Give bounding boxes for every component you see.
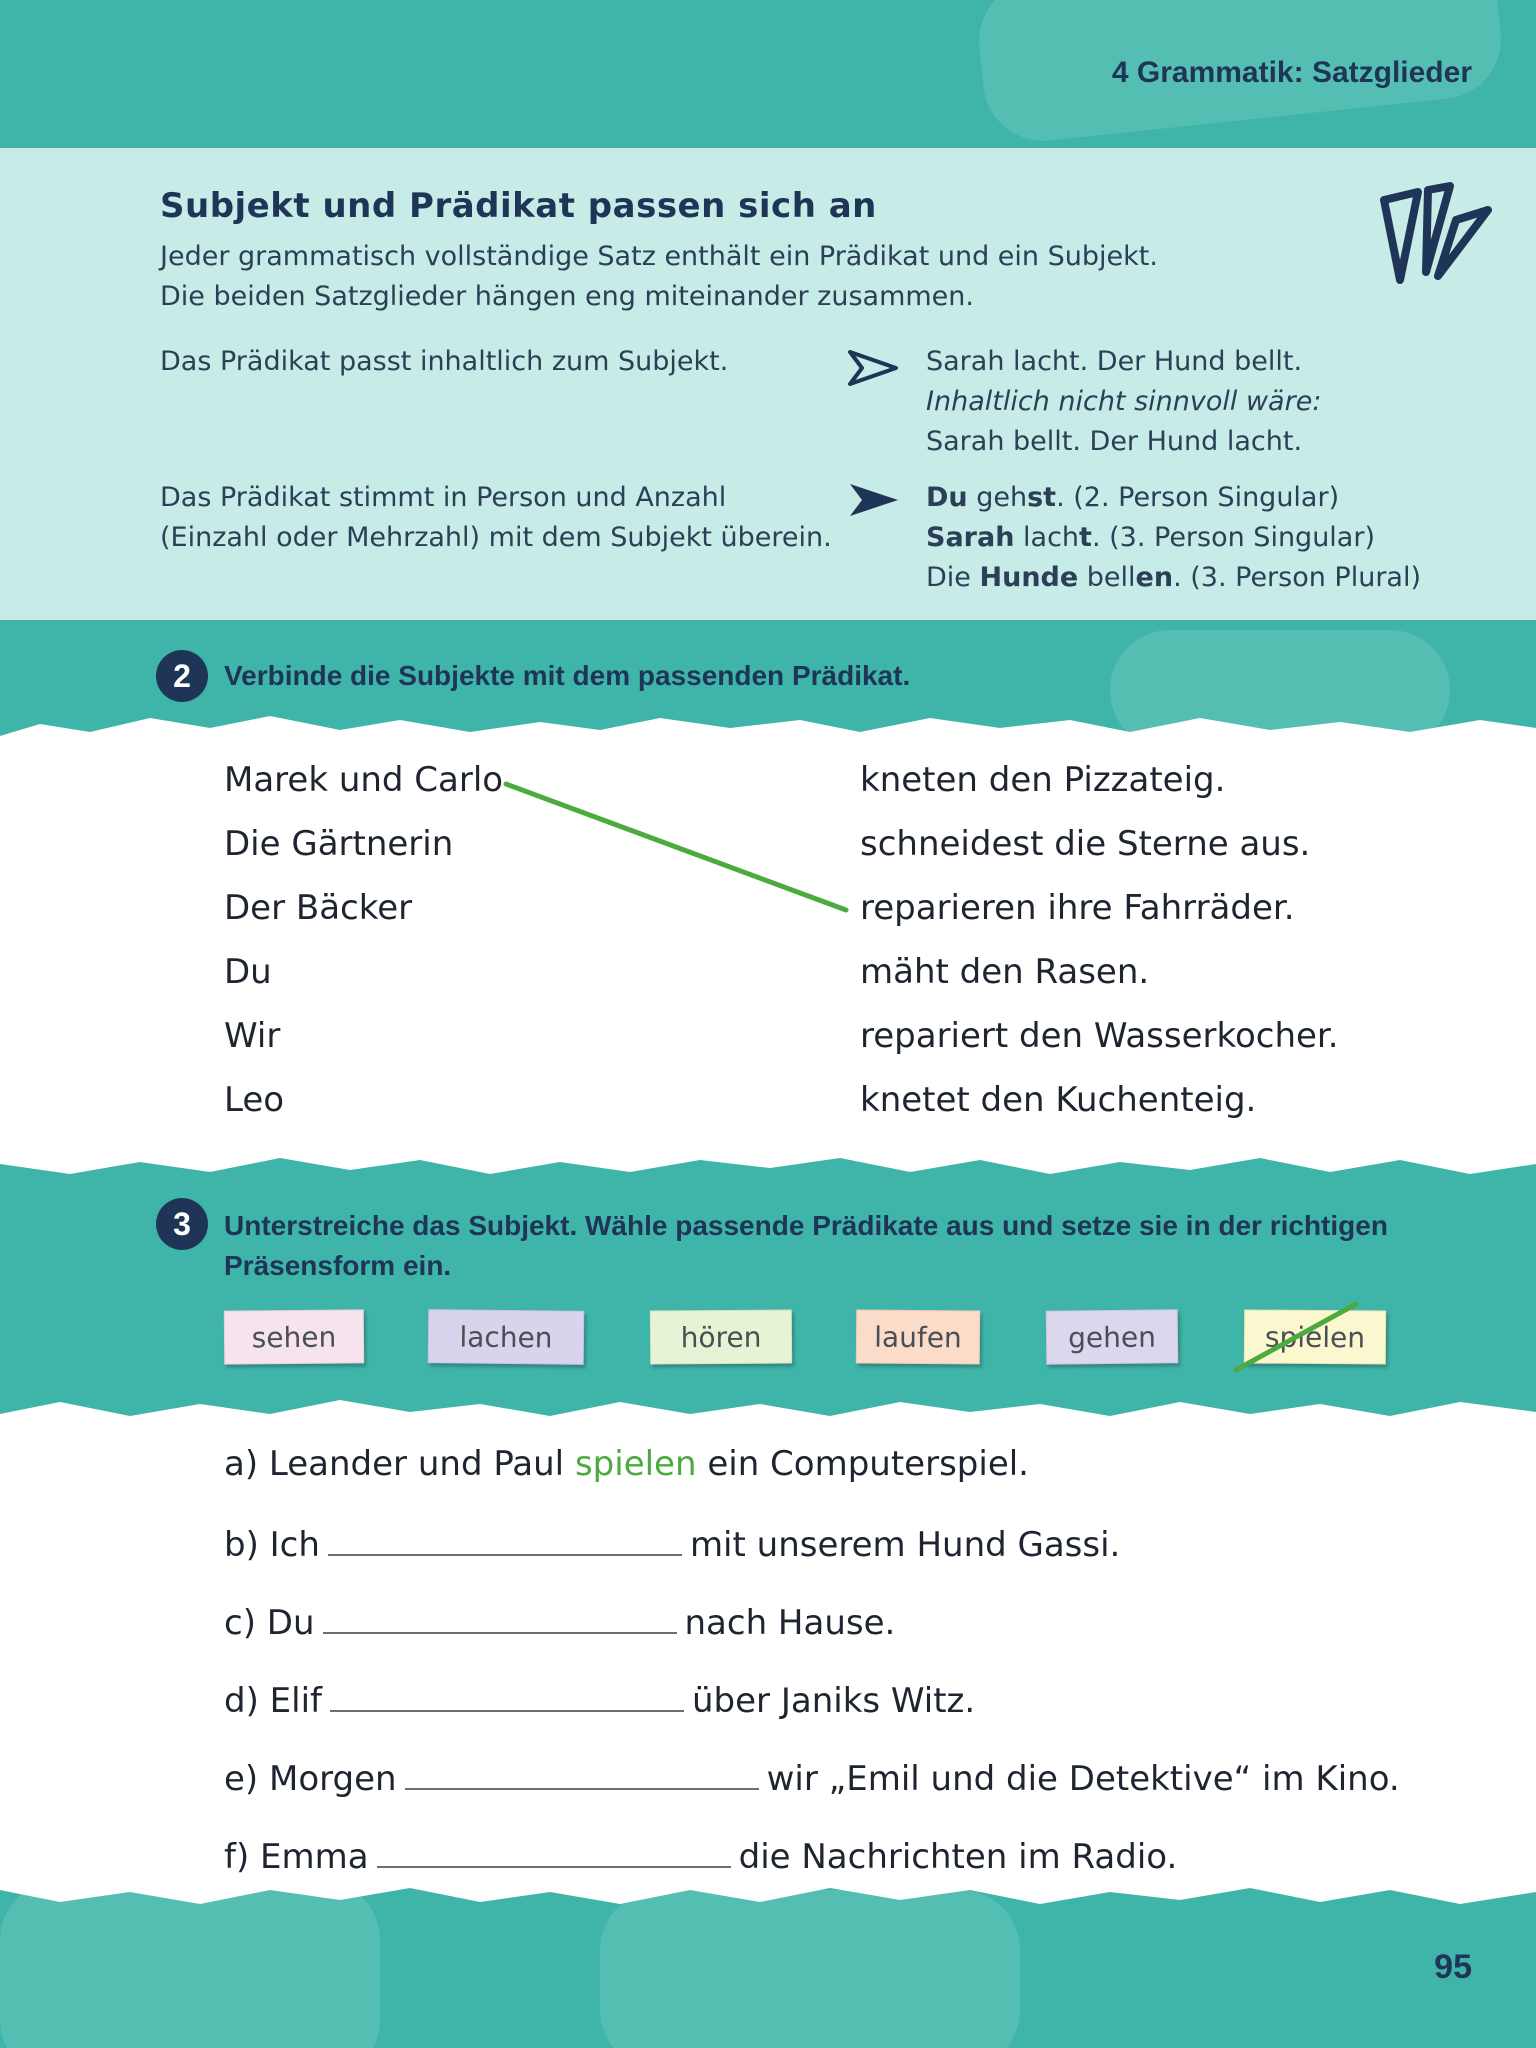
rule-1: Das Prädikat passt inhaltlich zum Subjekt.: [160, 346, 729, 377]
sentence-d: d) Elif über Janiks Witz.: [224, 1678, 975, 1721]
word-card[interactable]: gehen: [1046, 1309, 1179, 1364]
subject-item[interactable]: Der Bäcker: [224, 888, 413, 928]
answer-blank[interactable]: [323, 1600, 677, 1634]
task-2-instruction: Verbinde die Subjekte mit dem passenden Prädikat.: [224, 660, 911, 691]
rule-2-examples: [926, 478, 1421, 598]
rule-2-example: Du gehst. (2. Person Singular): [926, 482, 1340, 513]
sentence-e: e) Morgen wir „Emil und die Detektive“ im Kino.: [224, 1756, 1400, 1799]
rule-1-examples: [926, 342, 1321, 462]
filled-answer: spielen: [574, 1444, 697, 1484]
torn-paper-top: [0, 706, 1536, 746]
strike-through-mark: [1232, 1298, 1372, 1378]
subject-item[interactable]: Die Gärtnerin: [224, 824, 454, 864]
task-3-number: 3: [156, 1198, 208, 1250]
word-card[interactable]: laufen: [856, 1309, 980, 1364]
decorative-strokes-icon: [1378, 180, 1498, 290]
page-number: 95: [1434, 1948, 1472, 1986]
sentence-b: b) Ich mit unserem Hund Gassi.: [224, 1522, 1120, 1565]
info-intro: [160, 237, 1158, 317]
rule-2-example: Die Hunde bellen. (3. Person Plural): [926, 562, 1422, 593]
subject-item[interactable]: Wir: [224, 1016, 281, 1056]
rule-2-line: Das Prädikat stimmt in Person und Anzahl: [160, 482, 727, 513]
rule-1-example: Sarah bellt. Der Hund lacht.: [926, 426, 1303, 457]
rule-1-example: Sarah lacht. Der Hund bellt.: [926, 346, 1303, 377]
answer-blank[interactable]: [328, 1522, 682, 1556]
info-intro-line: Jeder grammatisch vollständige Satz enthält ein Prädikat und ein Subjekt.: [160, 241, 1158, 272]
predicate-item[interactable]: schneidest die Sterne aus.: [860, 824, 1311, 864]
word-card-used[interactable]: spielen: [1244, 1310, 1386, 1365]
task-3-instruction: [224, 1206, 1388, 1286]
arrow-filled-icon: [846, 478, 902, 522]
torn-paper-top: [0, 1390, 1536, 1430]
word-card[interactable]: hören: [650, 1310, 792, 1365]
word-card[interactable]: sehen: [224, 1309, 364, 1364]
answer-blank[interactable]: [377, 1834, 731, 1868]
predicate-item[interactable]: repariert den Wasserkocher.: [860, 1016, 1339, 1056]
info-intro-line: Die beiden Satzglieder hängen eng miteinander zusammen.: [160, 281, 974, 312]
subject-item[interactable]: Marek und Carlo: [224, 760, 504, 800]
torn-paper-bottom: [0, 1146, 1536, 1186]
section-title: 4 Grammatik: Satzglieder: [1111, 56, 1472, 89]
sentence-f: f) Emma die Nachrichten im Radio.: [224, 1834, 1177, 1877]
predicate-item[interactable]: knetet den Kuchenteig.: [860, 1080, 1257, 1120]
task-3-instruction-line: Präsensform ein.: [224, 1250, 452, 1281]
task-3-paper: [0, 1428, 1536, 1878]
rule-2-line: (Einzahl oder Mehrzahl) mit dem Subjekt überein.: [160, 522, 832, 553]
rule-1-note: Inhaltlich nicht sinnvoll wäre:: [926, 386, 1322, 417]
info-heading: Subjekt und Prädikat passen sich an: [160, 186, 877, 226]
predicate-item[interactable]: reparieren ihre Fahrräder.: [860, 888, 1295, 928]
answer-blank[interactable]: [330, 1678, 684, 1712]
rule-1-example: [926, 382, 1321, 422]
subject-item[interactable]: Du: [224, 952, 272, 992]
rule-2-example: Sarah lacht. (3. Person Singular): [926, 522, 1375, 553]
predicate-item[interactable]: mäht den Rasen.: [860, 952, 1150, 992]
answer-blank[interactable]: [405, 1756, 759, 1790]
word-card[interactable]: lachen: [428, 1309, 585, 1365]
predicate-item[interactable]: kneten den Pizzateig.: [860, 760, 1226, 800]
rule-2: [160, 478, 832, 558]
torn-paper-bottom: [0, 1876, 1536, 1916]
subject-item[interactable]: Leo: [224, 1080, 285, 1120]
arrow-outline-icon: [846, 346, 902, 390]
task-3-instruction-line: Unterstreiche das Subjekt. Wähle passende Prädikate aus und setze sie in der richtigen: [224, 1210, 1388, 1241]
task-2-number: 2: [156, 650, 208, 702]
sentence-a: a) Leander und Paul spielen ein Computerspiel.: [224, 1444, 1029, 1484]
sentence-c: c) Du nach Hause.: [224, 1600, 895, 1643]
